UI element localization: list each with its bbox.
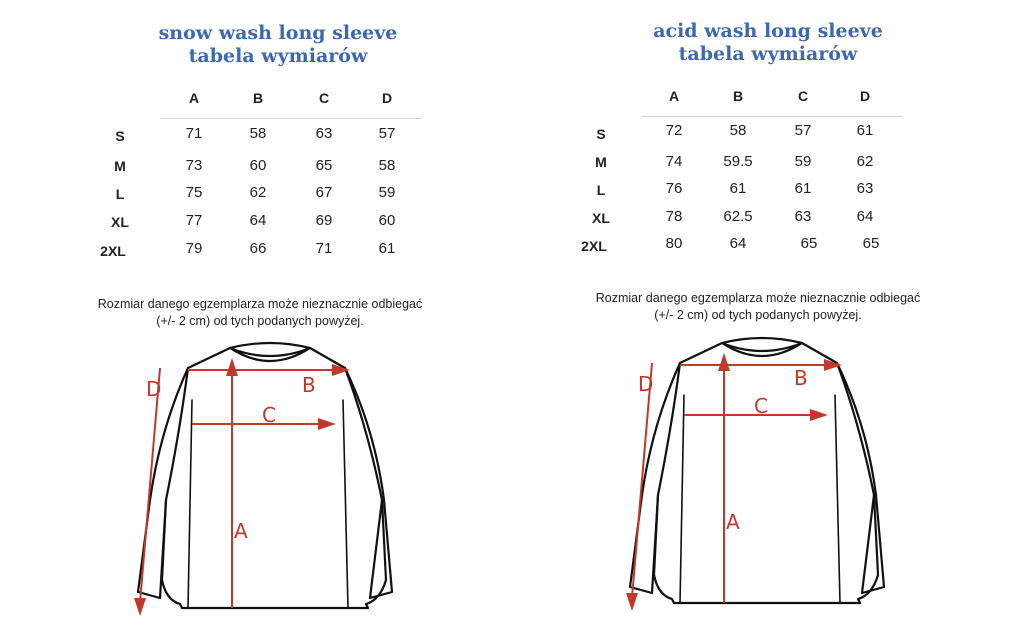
table-cell: 74 bbox=[665, 153, 683, 170]
table-cell: 63 bbox=[794, 208, 812, 225]
measure-label-c: C bbox=[262, 403, 276, 427]
chart-title: snow wash long sleeve tabela wymiarów bbox=[158, 22, 398, 67]
size-tolerance-note: Rozmiar danego egzemplarza może nieznacznie odbiegać (+/- 2 cm) od tych podanych powyżej. bbox=[595, 291, 921, 322]
shirt-inner-line-left bbox=[188, 400, 192, 608]
column-header-b: B bbox=[732, 88, 744, 104]
measure-label-b: B bbox=[794, 366, 808, 390]
column-header-d: D bbox=[859, 88, 871, 104]
shirt-inner-line-left bbox=[680, 395, 684, 603]
table-cell: 61 bbox=[729, 180, 747, 197]
table-cell: 67 bbox=[315, 184, 333, 201]
shirt-inner-line-right bbox=[343, 400, 348, 608]
table-cell: 71 bbox=[185, 125, 203, 142]
table-cell: 58 bbox=[249, 125, 267, 142]
measure-label-a: A bbox=[234, 519, 248, 543]
table-cell: 66 bbox=[249, 240, 267, 257]
measure-label-a: A bbox=[726, 510, 740, 534]
table-cell: 59.5 bbox=[723, 153, 753, 170]
table-divider bbox=[160, 118, 422, 119]
table-cell: 64 bbox=[856, 208, 874, 225]
table-cell: 63 bbox=[315, 125, 333, 142]
measure-label-b: B bbox=[302, 373, 316, 397]
table-cell: 63 bbox=[856, 180, 874, 197]
table-cell: 71 bbox=[315, 240, 333, 257]
column-header-a: A bbox=[188, 90, 200, 106]
row-size-label: S bbox=[596, 126, 606, 142]
table-cell: 80 bbox=[665, 235, 683, 252]
column-header-c: C bbox=[797, 88, 809, 104]
shirt-left-sleeve bbox=[630, 363, 680, 593]
arrow-d-head bbox=[134, 598, 146, 616]
table-cell: 76 bbox=[665, 180, 683, 197]
table-cell: 65 bbox=[800, 235, 818, 252]
shirt-inner-line-right bbox=[835, 395, 840, 603]
row-size-label: XL bbox=[592, 210, 610, 226]
measure-line-d bbox=[632, 363, 652, 597]
table-cell: 65 bbox=[862, 235, 880, 252]
table-cell: 62.5 bbox=[723, 208, 753, 225]
shirt-left-sleeve bbox=[138, 368, 188, 598]
column-header-b: B bbox=[252, 90, 264, 106]
arrow-a-head bbox=[718, 353, 730, 371]
measure-label-c: C bbox=[754, 394, 768, 418]
row-size-label: L bbox=[115, 186, 125, 202]
table-cell: 58 bbox=[378, 157, 396, 174]
arrow-c-head bbox=[810, 409, 828, 421]
table-cell: 73 bbox=[185, 157, 203, 174]
measure-label-d: D bbox=[146, 377, 162, 401]
table-cell: 72 bbox=[665, 122, 683, 139]
table-cell: 79 bbox=[185, 240, 203, 257]
table-cell: 59 bbox=[794, 153, 812, 170]
shirt-measurement-diagram bbox=[120, 330, 420, 620]
row-size-label: 2XL bbox=[581, 238, 607, 254]
column-header-c: C bbox=[318, 90, 330, 106]
table-cell: 61 bbox=[378, 240, 396, 257]
table-cell: 62 bbox=[249, 184, 267, 201]
table-cell: 57 bbox=[378, 125, 396, 142]
table-cell: 64 bbox=[249, 212, 267, 229]
chart-title: acid wash long sleeve tabela wymiarów bbox=[653, 20, 883, 65]
row-size-label: S bbox=[115, 128, 125, 144]
measure-label-d: D bbox=[638, 372, 654, 396]
arrow-a-head bbox=[226, 358, 238, 376]
table-cell: 78 bbox=[665, 208, 683, 225]
table-divider bbox=[642, 116, 902, 117]
row-size-label: XL bbox=[111, 214, 129, 230]
table-cell: 61 bbox=[794, 180, 812, 197]
table-cell: 77 bbox=[185, 212, 203, 229]
table-cell: 64 bbox=[729, 235, 747, 252]
size-chart-acid-wash bbox=[512, 0, 1024, 630]
table-cell: 58 bbox=[729, 122, 747, 139]
row-size-label: M bbox=[595, 154, 607, 170]
arrow-d-head bbox=[626, 593, 638, 611]
measure-line-d bbox=[140, 368, 160, 602]
table-cell: 57 bbox=[794, 122, 812, 139]
arrow-c-head bbox=[318, 418, 336, 430]
size-tolerance-note: Rozmiar danego egzemplarza może nieznacznie odbiegać (+/- 2 cm) od tych podanych powyżej. bbox=[97, 297, 423, 328]
row-size-label: L bbox=[596, 182, 606, 198]
table-cell: 59 bbox=[378, 184, 396, 201]
table-cell: 75 bbox=[185, 184, 203, 201]
table-cell: 62 bbox=[856, 153, 874, 170]
row-size-label: M bbox=[114, 158, 126, 174]
table-cell: 60 bbox=[249, 157, 267, 174]
row-size-label: 2XL bbox=[100, 243, 126, 259]
shirt-measurement-diagram bbox=[612, 325, 912, 615]
shirt-outline-path bbox=[162, 348, 386, 608]
column-header-a: A bbox=[668, 88, 680, 104]
column-header-d: D bbox=[381, 90, 393, 106]
table-cell: 61 bbox=[856, 122, 874, 139]
table-cell: 60 bbox=[378, 212, 396, 229]
table-cell: 69 bbox=[315, 212, 333, 229]
shirt-outline-path bbox=[654, 343, 878, 603]
table-cell: 65 bbox=[315, 157, 333, 174]
